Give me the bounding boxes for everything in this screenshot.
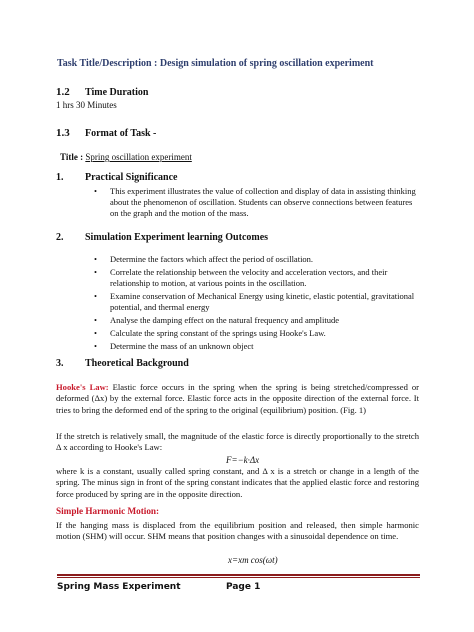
stretch-paragraph: If the stretch is relatively small, the magnitude of the elastic force is directly proportionally to the stretch Δ x according to Hooke's Law: (56, 431, 419, 453)
sec2-bullet: • Correlate the relationship between the velocity and acceleration vectors, and their relationship to motion, at various points in the oscillation. (92, 267, 422, 289)
sec2-title: Simulation Experiment learning Outcomes (85, 232, 269, 243)
time-duration-value: 1 hrs 30 Minutes (56, 100, 117, 110)
sec2-bullet: • Analyse the damping effect on the natural frequency and amplitude (92, 315, 422, 326)
title-line (60, 152, 192, 162)
sec2-bullet: • Determine the mass of an unknown object (92, 341, 422, 352)
footer-left-text: Spring Mass Experiment (57, 582, 181, 592)
hookes-law-paragraph (56, 382, 419, 416)
section-1-2-number: 1.2 (56, 86, 70, 98)
hookes-law-equation: F=−k·Δx (226, 455, 260, 465)
section-1-3-number: 1.3 (56, 127, 70, 139)
hookes-law-heading: Hooke's Law: (56, 382, 109, 392)
task-title: Task Title/Description : Design simulation of spring oscillation experiment (57, 58, 374, 69)
sec3-title: Theoretical Background (85, 358, 189, 369)
sec1-number: 1. (56, 172, 64, 183)
sec2-bullet: • Calculate the spring constant of the springs using Hooke's Law. (92, 328, 422, 339)
where-paragraph: where k is a constant, usually called spring constant, and Δ x is a stretch or change in a length of the spring. The minus sign in front of the spring constant indicates that the applied elastic force and restoring force produced by spring are in the opposite direction. (56, 466, 419, 499)
sec1-bullet-list (92, 186, 422, 221)
footer-page-number: Page 1 (226, 582, 261, 592)
shm-paragraph: If the hanging mass is displaced from the equilibrium position and released, then simple harmonic motion (SHM) will occur. SHM means that position changes with a sinusoidal dependence on time. (56, 520, 419, 542)
sec2-bullet-list (92, 254, 422, 354)
sec2-bullet: • Determine the factors which affect the period of oscillation. (92, 254, 422, 265)
footer-rule-top (57, 574, 420, 576)
shm-heading: Simple Harmonic Motion: (56, 506, 160, 516)
sec1-title: Practical Significance (85, 172, 178, 183)
section-1-3-title: Format of Task - (85, 128, 157, 139)
sec3-number: 3. (56, 358, 64, 369)
sec2-bullet: • Examine conservation of Mechanical Energy using kinetic, elastic potential, gravitational potential, and thermal energy (92, 291, 422, 313)
hookes-law-text: Elastic force occurs in the spring when the spring is being stretched/compressed or deformed (Δx) by the external force. Elastic force acts in the opposite direction of the external force. It tries to bring the deformed end of the spring to the original (equilibrium) position. (Fig. 1) (56, 382, 419, 415)
sec1-bullet: • This experiment illustrates the value of collection and display of data in assisting thinking about the phenomenon of oscillation. Students can observe connections between features on the graph and the motion of the mass. (92, 186, 422, 218)
title-value: Spring oscillation experiment (85, 152, 192, 162)
title-label: Title : (60, 152, 84, 162)
sec2-number: 2. (56, 232, 64, 243)
footer-rule-bottom (57, 577, 420, 578)
shm-equation: x=xm cos(ωt) (228, 555, 278, 565)
section-1-2-title: Time Duration (85, 87, 149, 98)
